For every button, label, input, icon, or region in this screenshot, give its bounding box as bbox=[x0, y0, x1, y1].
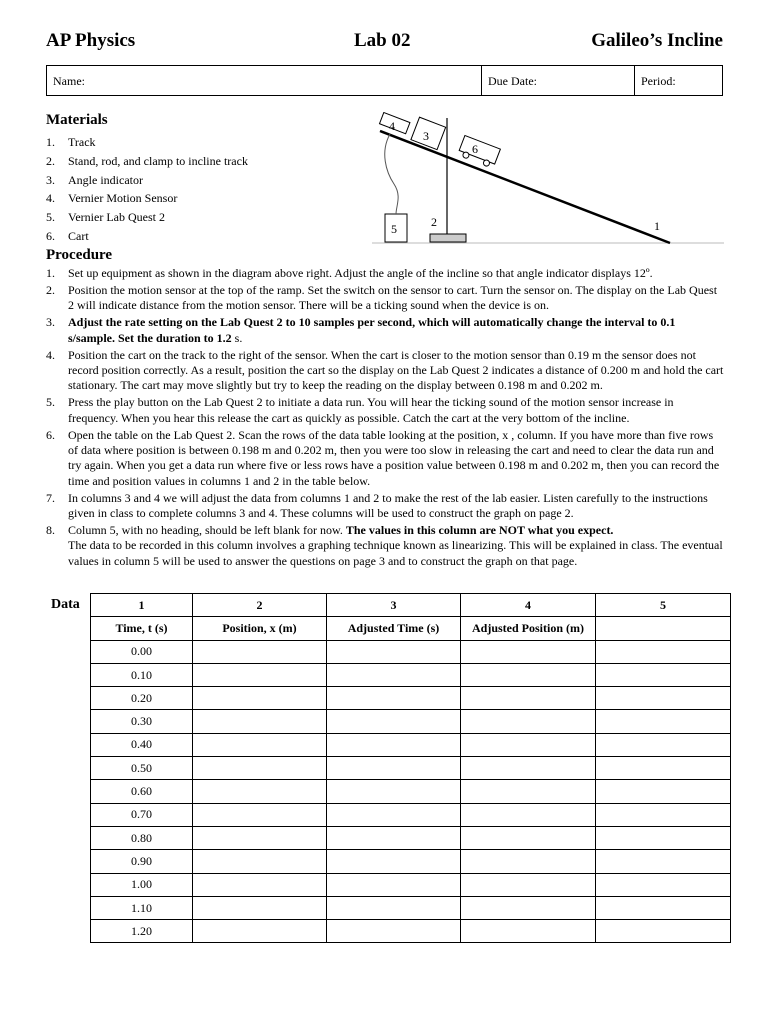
entry-cell[interactable] bbox=[193, 920, 327, 943]
period-field[interactable]: Period: bbox=[641, 74, 676, 88]
lab-title: Galileo’s Incline bbox=[591, 30, 723, 51]
label-3: 3 bbox=[423, 129, 429, 143]
list-item: 1. Set up equipment as shown in the diagram above right. Adjust the angle of the incline so that angle indicator displays 12º. bbox=[46, 266, 653, 280]
table-row bbox=[91, 687, 731, 710]
table-row bbox=[91, 920, 731, 943]
lab-number: Lab 02 bbox=[354, 30, 411, 51]
data-table-label: Data bbox=[51, 597, 80, 612]
entry-cell[interactable] bbox=[461, 710, 596, 733]
entry-cell[interactable] bbox=[461, 803, 596, 826]
time-cell: 0.30 bbox=[91, 710, 193, 733]
table-row bbox=[91, 640, 731, 663]
list-item: 5. Press the play button on the Lab Quest 2 to initiate a data run. You will hear the ticking sound of the motion sensor increase in frequency. When you hear this release the cart as quickly as possible. Catch the cart at the very bottom of the incline. bbox=[46, 395, 674, 425]
time-cell: 0.60 bbox=[91, 780, 193, 803]
time-cell: 0.70 bbox=[91, 803, 193, 826]
table-row bbox=[91, 850, 731, 873]
entry-cell[interactable] bbox=[596, 826, 731, 849]
label-2: 2 bbox=[431, 215, 437, 229]
materials-list bbox=[46, 133, 248, 246]
entry-cell[interactable] bbox=[327, 850, 461, 873]
table-row bbox=[91, 710, 731, 733]
entry-cell[interactable] bbox=[596, 780, 731, 803]
entry-cell[interactable] bbox=[596, 640, 731, 663]
entry-cell[interactable] bbox=[461, 663, 596, 686]
label-6: 6 bbox=[472, 142, 478, 156]
entry-cell[interactable] bbox=[327, 780, 461, 803]
entry-cell[interactable] bbox=[327, 873, 461, 896]
entry-cell[interactable] bbox=[193, 780, 327, 803]
column-header bbox=[596, 617, 731, 640]
sensor-cable bbox=[385, 134, 398, 214]
materials-heading: Materials bbox=[46, 112, 108, 128]
entry-cell[interactable] bbox=[596, 757, 731, 780]
time-cell: 1.10 bbox=[91, 896, 193, 919]
page-header bbox=[46, 30, 723, 56]
entry-cell[interactable] bbox=[193, 663, 327, 686]
list-item: 4. Position the cart on the track to the right of the sensor. When the cart is closer to the motion sensor than 0.19 m the sensor does not record position correctly. As a result, position the cart so the display on the Lab Quest 2 indicates a distance of 0.200 m and hold the cart stationary. The cart may move slightly but try to keep the reading on the display between 0.198 m and 0.202 m. bbox=[46, 347, 724, 393]
label-4: 4 bbox=[389, 119, 395, 133]
table-row bbox=[91, 757, 731, 780]
entry-cell[interactable] bbox=[596, 687, 731, 710]
time-cell: 0.90 bbox=[91, 850, 193, 873]
entry-cell[interactable] bbox=[461, 826, 596, 849]
entry-cell[interactable] bbox=[327, 826, 461, 849]
entry-cell[interactable] bbox=[461, 780, 596, 803]
list-item: 5. Vernier Lab Quest 2 bbox=[46, 210, 165, 225]
time-cell: 1.00 bbox=[91, 873, 193, 896]
student-info-box bbox=[46, 65, 723, 96]
list-item: 8. Column 5, with no heading, should be left blank for now. The values in this column are NOT what you expect. The data to be recorded in this column involves a graphing technique known as linearizing. This will be explained in class. The eventual values in column 5 will be used to answer the questions on page 3 and to construct the graph on that page. bbox=[46, 523, 723, 568]
column-number: 4 bbox=[461, 594, 596, 617]
name-field[interactable]: Name: bbox=[47, 66, 482, 95]
time-cell: 0.20 bbox=[91, 687, 193, 710]
table-row bbox=[91, 733, 731, 756]
list-item: 2. Position the motion sensor at the top of the ramp. Set the switch on the sensor to cart. Turn the sensor on. The display on the Lab Quest 2 will indicate distance from the motion sensor. There will be a ticking sound when the device is on. bbox=[46, 282, 718, 313]
list-item: 2. Stand, rod, and clamp to incline track bbox=[46, 153, 248, 168]
column-number: 3 bbox=[327, 594, 461, 617]
table-row bbox=[91, 873, 731, 896]
entry-cell[interactable] bbox=[461, 920, 596, 943]
time-cell: 0.50 bbox=[91, 757, 193, 780]
incline-diagram bbox=[372, 112, 724, 252]
table-row bbox=[91, 803, 731, 826]
entry-cell[interactable] bbox=[327, 663, 461, 686]
time-cell: 0.10 bbox=[91, 663, 193, 686]
procedure-heading: Procedure bbox=[46, 247, 113, 263]
column-number: 1 bbox=[91, 594, 193, 617]
list-item: 6. Cart bbox=[46, 228, 89, 243]
entry-cell[interactable] bbox=[193, 850, 327, 873]
entry-cell[interactable] bbox=[461, 896, 596, 919]
entry-cell[interactable] bbox=[327, 640, 461, 663]
list-item: 6. Open the table on the Lab Quest 2. Scan the rows of the data table looking at the position, x , column. If you have more than five rows of data where position is between 0.198 m and 0.202 m, then you were too slow in releasing the cart and need to clear the data run and try again. When you get a data run where five or less rows have a position value between 0.198 m and 0.202 m, then you can record the time and position values in columns 1 and 2 in the table below. bbox=[46, 427, 720, 488]
entry-cell[interactable] bbox=[193, 803, 327, 826]
label-5: 5 bbox=[391, 222, 397, 236]
column-number: 5 bbox=[596, 594, 731, 617]
entry-cell[interactable] bbox=[461, 757, 596, 780]
entry-cell[interactable] bbox=[327, 687, 461, 710]
label-1: 1 bbox=[654, 219, 660, 233]
track bbox=[380, 131, 670, 243]
table-row bbox=[91, 896, 731, 919]
entry-cell[interactable] bbox=[193, 873, 327, 896]
entry-cell[interactable] bbox=[193, 826, 327, 849]
table-row bbox=[91, 663, 731, 686]
list-item: 3. Angle indicator bbox=[46, 172, 143, 187]
list-item: 3. Adjust the rate setting on the Lab Quest 2 to 10 samples per second, which will automatically change the interval to 0.1 s/sample. Set the duration to 1.2 s. bbox=[46, 315, 676, 345]
entry-cell[interactable] bbox=[461, 687, 596, 710]
entry-cell[interactable] bbox=[327, 803, 461, 826]
column-header: Position, x (m) bbox=[193, 617, 327, 640]
entry-cell[interactable] bbox=[327, 920, 461, 943]
entry-cell[interactable] bbox=[596, 803, 731, 826]
course-title: AP Physics bbox=[46, 30, 136, 51]
entry-cell[interactable] bbox=[193, 733, 327, 756]
column-header: Time, t (s) bbox=[91, 617, 193, 640]
entry-cell[interactable] bbox=[461, 850, 596, 873]
entry-cell[interactable] bbox=[461, 873, 596, 896]
data-table bbox=[90, 593, 731, 943]
column-number-row bbox=[91, 594, 731, 617]
entry-cell[interactable] bbox=[596, 873, 731, 896]
table-row bbox=[91, 780, 731, 803]
entry-cell[interactable] bbox=[327, 733, 461, 756]
list-item: 7. In columns 3 and 4 we will adjust the data from columns 1 and 2 to make the rest of the lab easier. Listen carefully to the instructions given in class to complete columns 3 and 4. These columns will be used to construct the graph on page 2. bbox=[46, 490, 708, 521]
entry-cell[interactable] bbox=[596, 733, 731, 756]
entry-cell[interactable] bbox=[596, 663, 731, 686]
column-header-row bbox=[91, 617, 731, 640]
entry-cell[interactable] bbox=[327, 757, 461, 780]
list-item: 1. Track bbox=[46, 135, 96, 149]
entry-cell[interactable] bbox=[596, 896, 731, 919]
entry-cell[interactable] bbox=[596, 850, 731, 873]
time-cell: 1.20 bbox=[91, 920, 193, 943]
entry-cell[interactable] bbox=[193, 640, 327, 663]
due-date-field[interactable]: Due Date: bbox=[482, 66, 635, 95]
list-item: 4. Vernier Motion Sensor bbox=[46, 191, 178, 206]
time-cell: 0.00 bbox=[91, 640, 193, 663]
entry-cell[interactable] bbox=[461, 640, 596, 663]
entry-cell[interactable] bbox=[596, 920, 731, 943]
entry-cell[interactable] bbox=[461, 733, 596, 756]
time-cell: 0.80 bbox=[91, 826, 193, 849]
procedure-list bbox=[46, 266, 724, 571]
entry-cell[interactable] bbox=[596, 710, 731, 733]
entry-cell[interactable] bbox=[327, 896, 461, 919]
entry-cell[interactable] bbox=[193, 757, 327, 780]
entry-cell[interactable] bbox=[193, 896, 327, 919]
entry-cell[interactable] bbox=[327, 710, 461, 733]
table-row bbox=[91, 826, 731, 849]
time-cell: 0.40 bbox=[91, 733, 193, 756]
column-header: Adjusted Time (s) bbox=[327, 617, 461, 640]
column-number: 2 bbox=[193, 594, 327, 617]
entry-cell[interactable] bbox=[193, 710, 327, 733]
stand-base bbox=[430, 234, 466, 242]
column-header: Adjusted Position (m) bbox=[461, 617, 596, 640]
entry-cell[interactable] bbox=[193, 687, 327, 710]
